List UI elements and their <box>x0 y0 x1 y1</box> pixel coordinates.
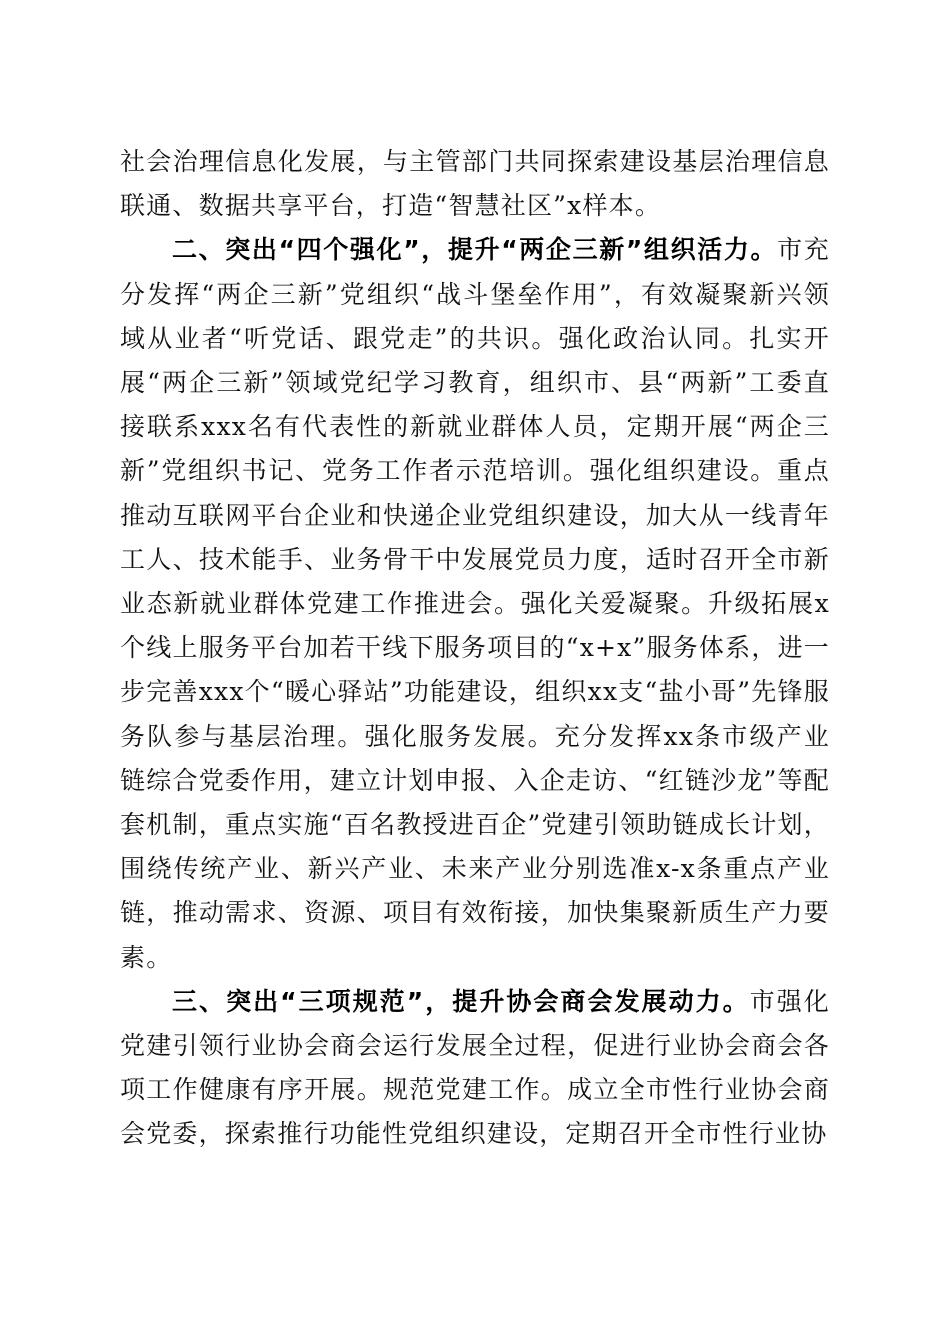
paragraph-section-three <box>120 980 830 1157</box>
section-heading: 三、突出“三项规范”，提升协会商会发展动力。 <box>172 986 750 1016</box>
document-body <box>120 140 830 1157</box>
paragraph-continuation <box>120 140 830 228</box>
paragraph-text: 市强化党建引领行业协会商会运行发展全过程，促进行业协会商会各项工作健康有序开展。规范党建工作。成立全市性行业协会商会党委，探索推行功能性党组织建设，定期召开全市性行业协 <box>120 986 830 1149</box>
paragraph-text: 社会治理信息化发展，与主管部门共同探索建设基层治理信息联通、数据共享平台，打造“智慧社区”x样本。 <box>120 147 830 221</box>
paragraph-section-two <box>120 228 830 979</box>
paragraph-text: 市充分发挥“两企三新”党组织“战斗堡垒作用”，有效凝聚新兴领域从业者“听党话、跟党走”的共识。强化政治认同。扎实开展“两企三新”领域党纪学习教育，组织市、县“两新”工委直接联系xxx名有代表性的新就业群体人员，定期开展“两企三新”党组织书记、党务工作者示范培训。强化组织建设。重点推动互联网平台企业和快递企业党组织建设，加大从一线青年工人、技术能手、业务骨干中发展党员力度，适时召开全市新业态新就业群体党建工作推进会。强化关爱凝聚。升级拓展x个线上服务平台加若干线下服务项目的“x+x”服务体系，进一步完善xxx个“暖心驿站”功能建设，组织xx支“盐小哥”先锋服务队参与基层治理。强化服务发展。充分发挥xx条市级产业链综合党委作用，建立计划申报、入企走访、“红链沙龙”等配套机制，重点实施“百名教授进百企”党建引领助链成长计划，围绕传统产业、新兴产业、未来产业分别选准x-x条重点产业链，推动需求、资源、项目有效衔接，加快集聚新质生产力要素。 <box>120 235 830 972</box>
section-heading: 二、突出“四个强化”，提升“两企三新”组织活力。 <box>172 235 778 265</box>
